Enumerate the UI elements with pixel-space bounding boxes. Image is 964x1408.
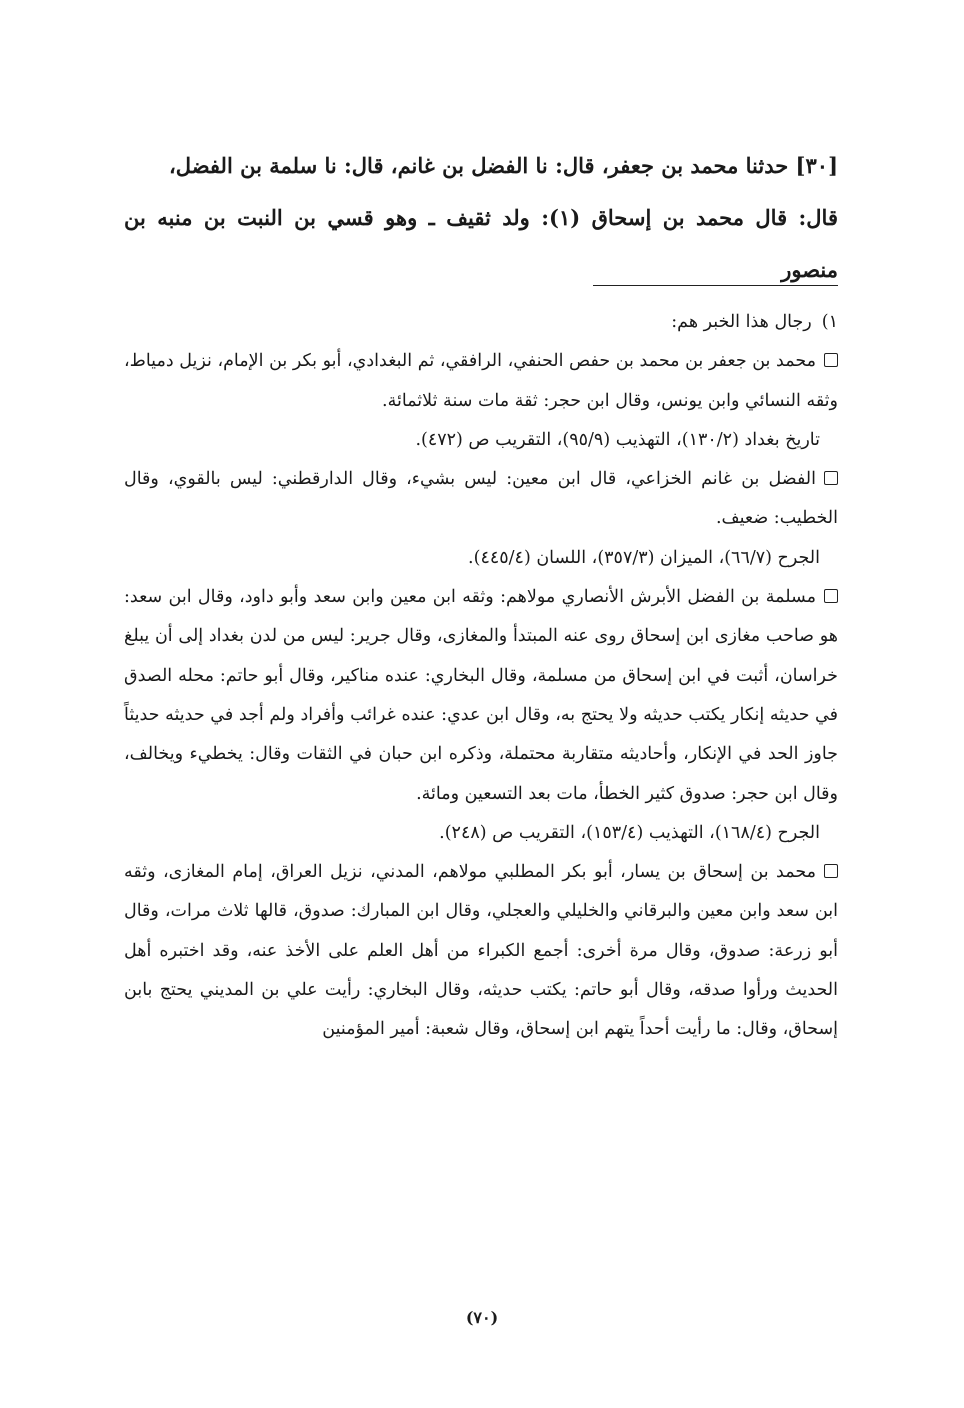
narrator-text: محمد بن جعفر بن محمد بن حفص الحنفي، الرافقي، ثم البغدادي، أبو بكر بن الإمام، نزيل دمياط، وثقه النسائي وابن يونس، وقال ابن حجر: ثقة مات سنة ثلاثمائة. <box>124 351 838 411</box>
footnote-separator <box>593 285 838 286</box>
footnote-number: ١) <box>821 312 838 332</box>
narrator-references: تاريخ بغداد (١٣٠/٢)، التهذيب (٩٥/٩)، التقريب ص (٤٧٢). <box>415 429 820 450</box>
narrator-entry <box>124 342 838 460</box>
footnote-heading: رجال هذا الخبر هم: <box>671 312 812 332</box>
narrator-references: الجرح (١٦٨/٤)، التهذيب (١٥٣/٤)، التقريب ص (٢٤٨). <box>439 822 820 843</box>
narrator-text: الفضل بن غانم الخزاعي، قال ابن معين: ليس بشيء، وقال الدارقطني: ليس بالقوي، وقال الخطيب: ضعيف. <box>124 469 838 529</box>
footnote-heading-line <box>124 303 838 342</box>
checkbox-icon <box>824 864 838 878</box>
footnotes <box>124 303 838 1050</box>
checkbox-icon <box>824 353 838 367</box>
narrator-entry <box>124 853 838 1049</box>
narrator-text: مسلمة بن الفضل الأبرش الأنصاري مولاهم: وثقه ابن معين وابن سعد وأبو داود، وقال ابن سعد: هو صاحب مغازى ابن إسحاق روى عنه المبتدأ والمغازى، وقال جرير: ليس من لدن بغداد إلى أن يبلغ خراسان، أثبت في ابن إسحاق من مسلمة، وقال البخاري: عنده مناكير، وقال أبو حاتم: محله الصدق في حديثه إنكار يكتب حديثه ولا يحتج به، وقال ابن عدي: عنده غرائب وأفراد ولم أجد في حديثه حديثاً جاوز الحد في الإنكار، وأحاديثه متقاربة محتملة، وذكره ابن حبان في الثقات وقال: يخطيء ويخالف، وقال ابن حجر: صدوق كثير الخطأ، مات بعد التسعين ومائة. <box>124 587 838 804</box>
narrator-references: الجرح (٦٦/٧)، الميزان (٣٥٧/٣)، اللسان (٤٤٥/٤). <box>468 547 820 568</box>
checkbox-icon <box>824 471 838 485</box>
narrator-entry <box>124 460 838 578</box>
checkbox-icon <box>824 589 838 603</box>
main-text <box>124 140 838 296</box>
page-number: (٧٠) <box>465 1308 499 1327</box>
narrator-text: محمد بن إسحاق بن يسار، أبو بكر المطلبي مولاهم، المدني، نزيل العراق، إمام المغازى، وثقه ابن سعد وابن معين والبرقاني والخليلي والعجلي، وقال ابن المبارك: صدوق، قالها ثلاث مرات، وقال أبو زرعة: صدوق، وقال مرة أخرى: أجمع الكبراء من أهل العلم على الأخذ عنه، وقد اختبره أهل الحديث ورأوا صدقه، وقال أبو حاتم: يكتب حديثه، وقال البخاري: رأيت علي بن المديني يحتج بابن إسحاق، وقال: ما رأيت أحداً يتهم ابن إسحاق، وقال شعبة: أمير المؤمنين <box>124 862 838 1040</box>
main-text-line: قال: قال محمد بن إسحاق (١): ولد ثقيف ـ وهو قسي بن النبت بن منبه بن منصور <box>124 205 838 282</box>
narrator-entry <box>124 578 838 853</box>
main-text-line: [٣٠] حدثنا محمد بن جعفر، قال: نا الفضل بن غانم، قال: نا سلمة بن الفضل، <box>169 153 838 178</box>
